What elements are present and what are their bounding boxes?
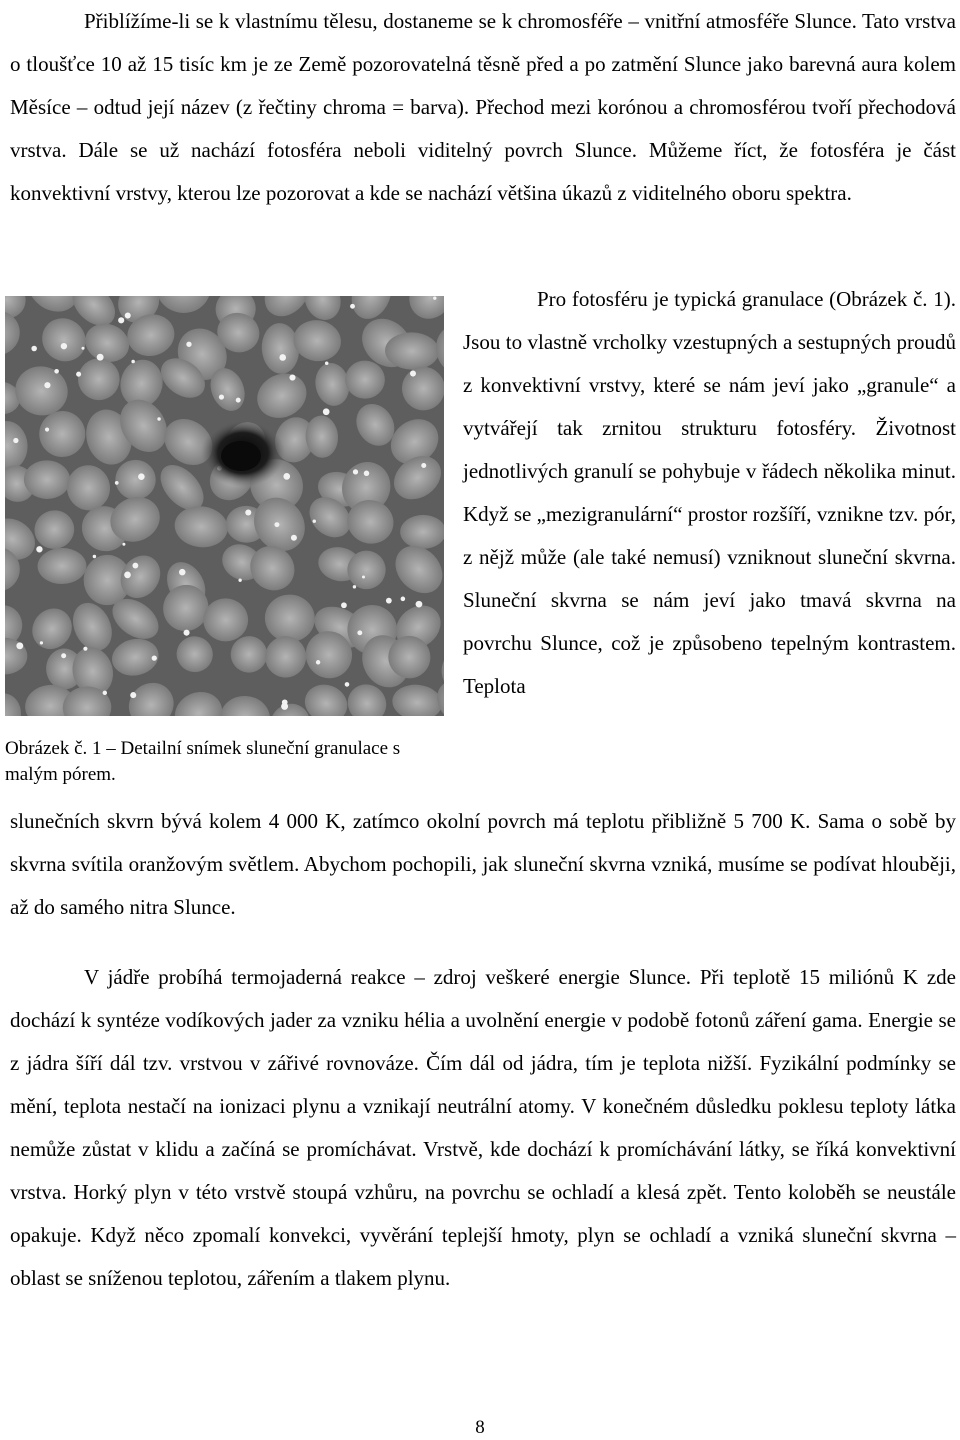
bright-point [274,522,279,527]
intro-paragraph: Přiblížíme-li se k vlastnímu tělesu, dostaneme se k chromosféře – vnitřní atmosféře Slunce. Tato vrstva o tloušťce 10 až 15 tisíc km je ze Země pozorovatelná těsně před a po zatmění Slunce jako barevná aura kolem Měsíce – odtud její název (z řečtiny chroma = barva). Přechod mezi korónou a chromosférou tvoří přechodová vrstva. Dále se už nachází fotosféra neboli viditelný povrch Slunce. Můžeme říct, že fotosféra je část konvektivní vrstvy, kterou lze pozorovat a kde se nachází většina úkazů z viditelného oboru spektra. [10,9,956,205]
bright-point [31,346,37,352]
bright-point [186,342,191,347]
bright-point [40,641,43,644]
bright-point [410,371,416,377]
bright-point [131,360,135,364]
bright-point [291,535,297,541]
bright-point [341,602,347,608]
bright-point [236,398,241,403]
bright-point [103,691,107,695]
bright-point [283,473,290,480]
bright-point [238,579,241,582]
bright-point [83,647,87,651]
bright-point [184,630,190,636]
bright-point [45,427,49,431]
bright-point [416,601,423,608]
granulation-paragraph [463,278,956,708]
bright-point [36,546,42,552]
bright-point [421,463,426,468]
bright-point [61,343,67,349]
bright-point [132,563,138,569]
bright-point [353,585,356,588]
bright-point [316,660,320,664]
bright-point [16,642,23,649]
bright-point [115,481,119,485]
bright-point [282,699,288,705]
bright-point [61,653,66,658]
bright-point [323,408,330,415]
bright-point [125,312,131,318]
bright-point [157,417,160,420]
bright-point [289,374,295,380]
bright-point [130,692,136,698]
sunspot-paragraph: slunečních skvrn bývá kolem 4 000 K, zatímco okolní povrch má teplotu přibližně 5 700 K. Sama o sobě by skvrna svítila oranžovým světlem. Abychom pochopili, jak sluneční skvrna vzniká, musíme se podívat hlouběji, až do samého nitra Slunce. [10,809,956,919]
bright-point [76,372,81,377]
bright-point [44,382,50,388]
figure-caption: Obrázek č. 1 – Detailní snímek sluneční granulace s malým pórem. [5,738,401,785]
bright-point [245,509,251,515]
bright-point [219,394,224,399]
bright-point [124,572,131,579]
bright-point [93,555,96,558]
bright-point [357,630,362,635]
bright-point [313,519,316,522]
bright-point [122,543,125,546]
bright-point [138,473,145,480]
bright-point [118,317,124,323]
bright-point [364,471,369,476]
bright-point [401,597,406,602]
core-paragraph: V jádře probíhá termojaderná reakce – zdroj veškeré energie Slunce. Při teplotě 15 miliónů K zde dochází k syntéze vodíkových jader za vzniku hélia a uvolnění energie v podobě fotonů záření gama. Energie se z jádra šíří dál tzv. vrstvou v zářivé rovnováze. Čím dál od jádra, tím je teplota nižší. Fyzikální podmínky se mění, teplota nestačí na ionizaci plynu a vznikají neutrální atomy. V konečném důsledku poklesu teploty látka nemůže zůstat v klidu a začíná se promíchávat. Vrstvě, kde dochází k promíchávání látky, se říká konvektivní vrstva. Horký plyn v této vrstvě stoupá vzhůru, na povrchu se ochladí a klesá zpět. Tento koloběh se neustále opakuje. Když něco zpomalí konvekci, vyvěrání teplejší hmoty, plyn se ochladí a vzniká sluneční skvrna – oblast se sníženou teplotou, zářením a tlakem plynu. [10,965,956,1290]
bright-point [386,598,392,604]
bright-point [97,354,104,361]
bright-point [81,347,84,350]
bright-point [353,469,358,474]
granulation-photo [5,296,444,716]
bright-point [325,362,329,366]
bright-point [362,576,365,579]
bright-point [152,656,157,661]
granule [400,515,444,549]
bright-point [345,682,350,687]
bright-point [350,304,355,309]
bright-point [179,569,185,575]
granulation-image [5,296,444,716]
bright-point [279,354,286,361]
bright-point [433,296,436,299]
page-number: 8 [475,1417,485,1438]
bright-point [13,438,18,443]
bright-point [54,369,59,374]
granulation-text: Pro fotosféru je typická granulace (Obrázek č. 1). Jsou to vlastně vrcholky vzestupných a sestupných proudů z konvektivní vrstvy, které se nám jeví jako „granule“ a vytvářejí tak zrnitou strukturu fotosféry. Životnost jednotlivých granulí se pohybuje v řádech několika minut. Když se „mezigranulární“ prostor rozšíří, vznikne tzv. pór, z nějž může (ale také nemusí) vzniknout sluneční skvrna. Sluneční skvrna se nám jeví jako tmavá skvrna na povrchu Slunce, což je způsobeno tepelným kontrastem. Teplota [463,287,956,698]
